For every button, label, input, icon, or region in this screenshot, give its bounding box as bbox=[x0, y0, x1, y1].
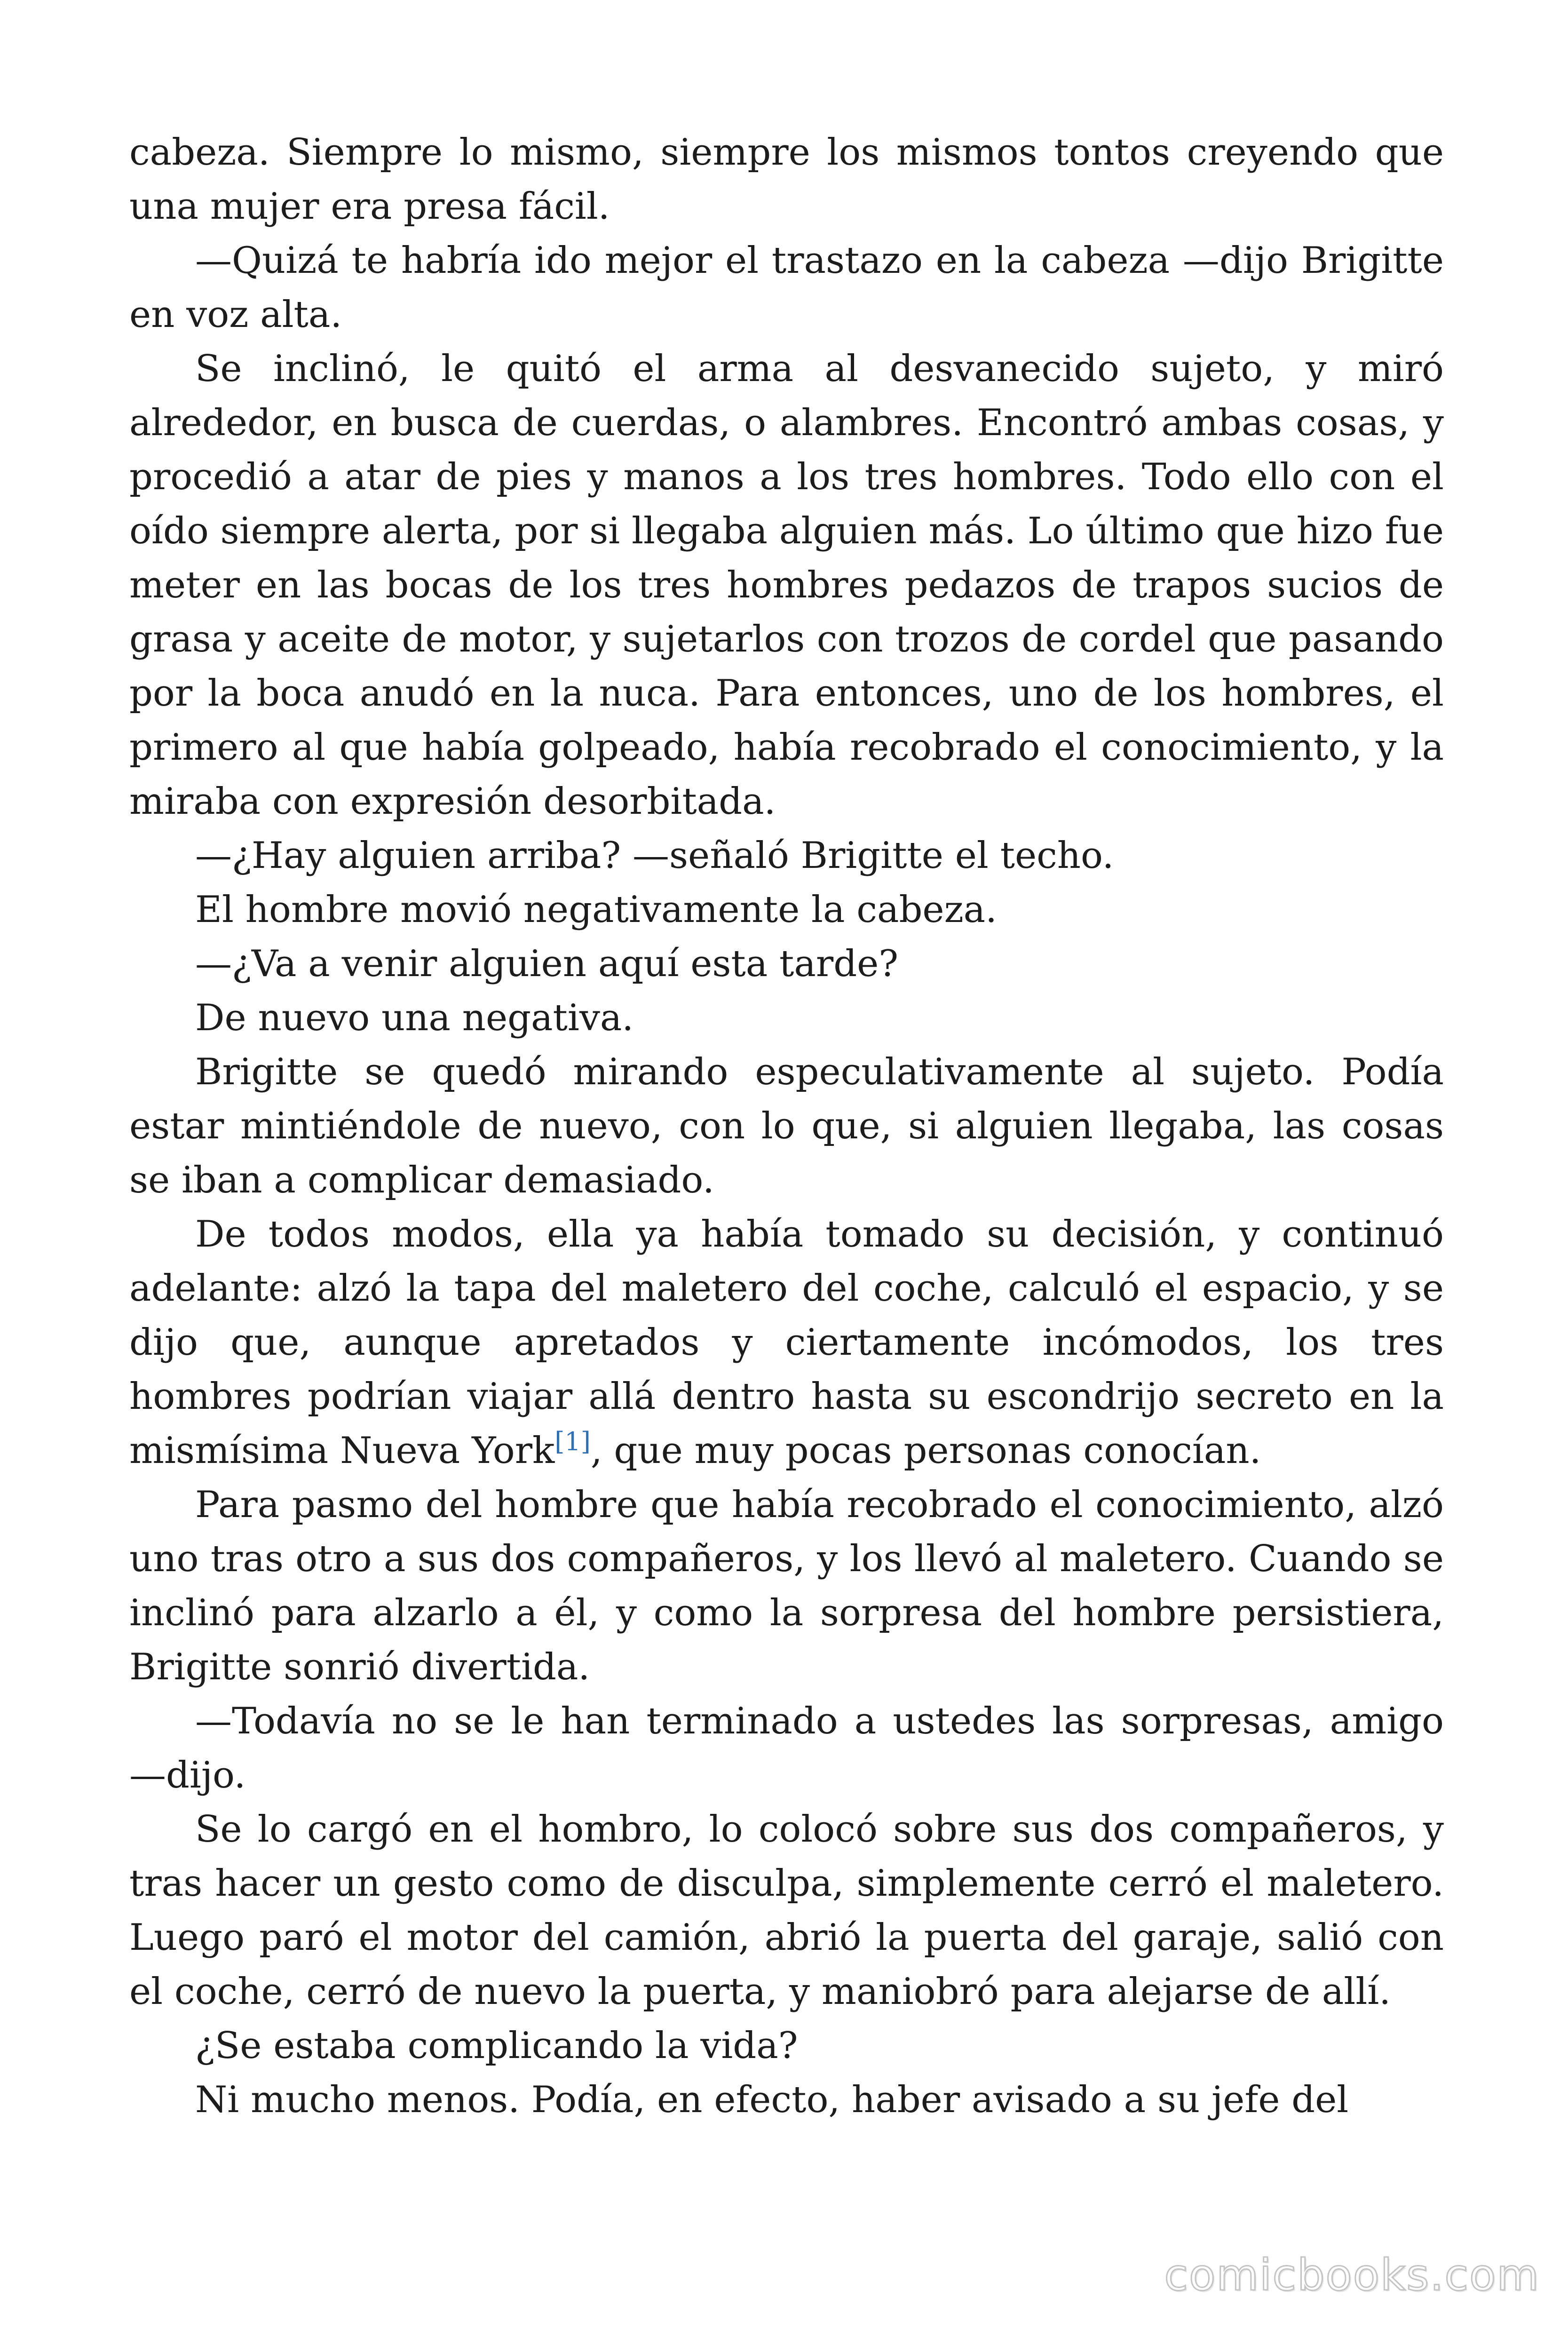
paragraph-14: Ni mucho menos. Podía, en efecto, haber avisado a su jefe del bbox=[195, 2079, 1349, 2121]
paragraph-13: ¿Se estaba complicando la vida? bbox=[195, 2025, 798, 2067]
paragraph-12: Se lo cargó en el hombro, lo colocó sobre sus dos compañeros, y tras hacer un gesto como de disculpa, simplemente cerró el maletero. Luego paró el motor del camión, abrió la puerta del garaje, salió con el coche, cerró de nuevo la puerta, y maniobró para alejarse de allí. bbox=[129, 1808, 1444, 2013]
paragraph-4: —¿Hay alguien arriba? —señaló Brigitte el techo. bbox=[195, 834, 1114, 877]
watermark: comicbooks.com bbox=[1164, 2250, 1540, 2300]
paragraph-7: De nuevo una negativa. bbox=[195, 997, 634, 1039]
paragraph-2: —Quizá te habría ido mejor el trastazo en la cabeza —dijo Brigitte en voz alta. bbox=[129, 239, 1444, 336]
page-text bbox=[129, 126, 1444, 2127]
paragraph-9: De todos modos, ella ya había tomado su decisión, y continuó adelante: alzó la tapa del maletero del coche, calculó el espacio, y se dijo que, aunque apretados y ciertamente incómodos, los tres hombres podrían viajar allá dentro hasta su escondrijo secreto en la mismísima Nueva York[1], que muy pocas personas conocían. bbox=[129, 1213, 1444, 1472]
paragraph-5: El hombre movió negativamente la cabeza. bbox=[195, 889, 997, 931]
paragraph-6: —¿Va a venir alguien aquí esta tarde? bbox=[195, 943, 899, 985]
paragraph-3: Se inclinó, le quitó el arma al desvanecido sujeto, y miró alrededor, en busca de cuerdas, o alambres. Encontró ambas cosas, y procedió a atar de pies y manos a los tres hombres. Todo ello con el oído siempre alerta, por si llegaba alguien más. Lo último que hizo fue meter en las bocas de los tres hombres pedazos de trapos sucios de grasa y aceite de motor, y sujetarlos con trozos de cordel que pasando por la boca anudó en la nuca. Para entonces, uno de los hombres, el primero al que había golpeado, había recobrado el conocimiento, y la miraba con expresión desorbitada. bbox=[129, 348, 1444, 823]
paragraph-8: Brigitte se quedó mirando especulativamente al sujeto. Podía estar mintiéndole de nuevo, con lo que, si alguien llegaba, las cosas se iban a complicar demasiado. bbox=[129, 1051, 1444, 1201]
paragraph-11: —Todavía no se le han terminado a ustedes las sorpresas, amigo —dijo. bbox=[129, 1700, 1444, 1796]
footnote-link[interactable]: [1] bbox=[554, 1427, 591, 1456]
paragraph-1: cabeza. Siempre lo mismo, siempre los mismos tontos creyendo que una mujer era presa fácil. bbox=[129, 131, 1444, 228]
paragraph-10: Para pasmo del hombre que había recobrado el conocimiento, alzó uno tras otro a sus dos compañeros, y los llevó al maletero. Cuando se inclinó para alzarlo a él, y como la sorpresa del hombre persistiera, Brigitte sonrió divertida. bbox=[129, 1484, 1444, 1688]
